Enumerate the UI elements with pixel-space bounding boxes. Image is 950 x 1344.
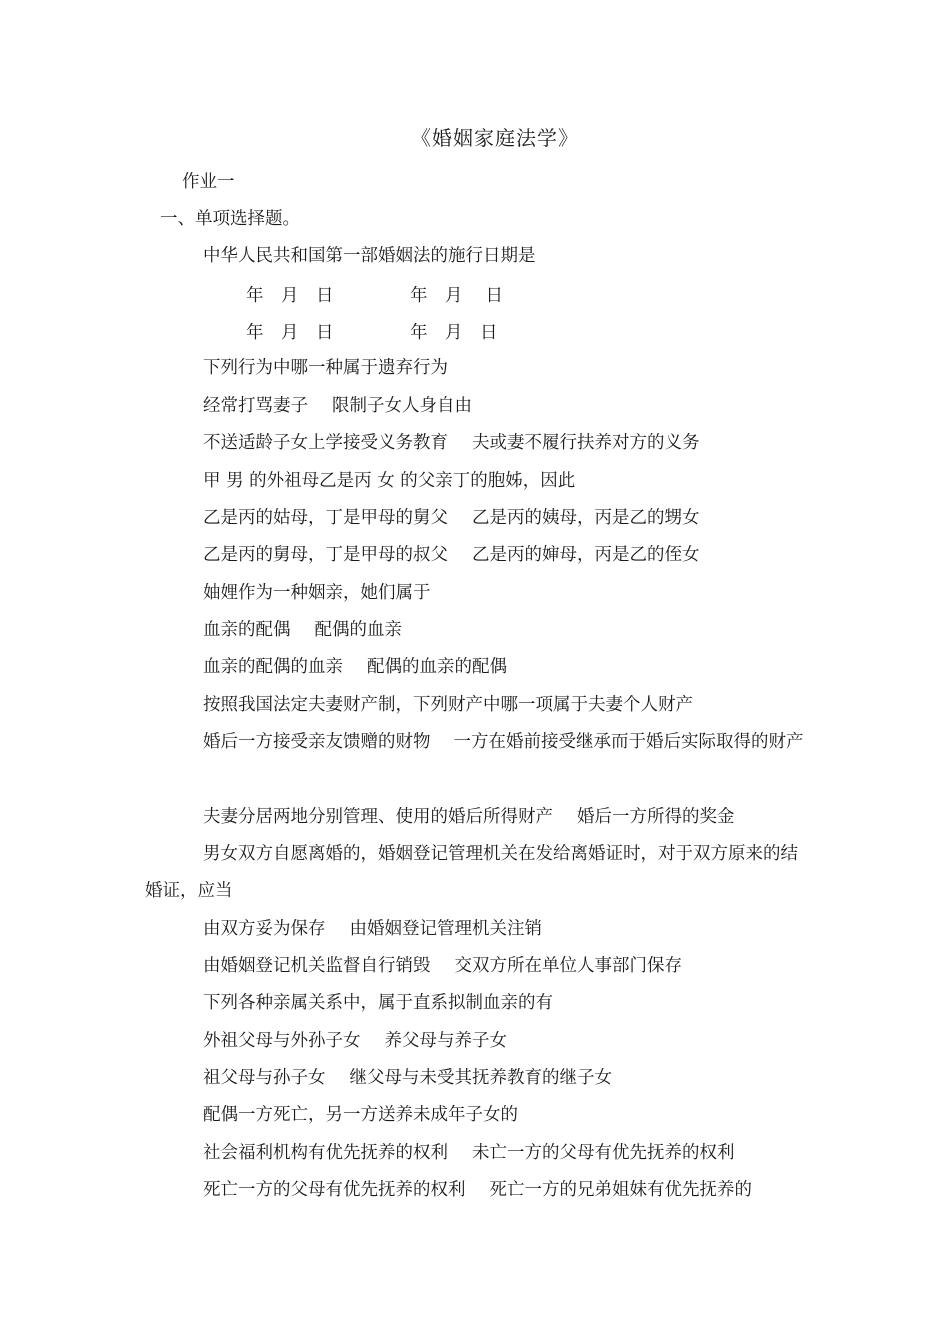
q5-option-c: 夫妻分居两地分别管理、使用的婚后所得财产	[203, 807, 553, 827]
q3-option-c: 乙是丙的舅母，丁是甲母的叔父	[203, 545, 448, 565]
q5-options-row-2	[203, 805, 735, 829]
q3-options-row-1	[203, 506, 700, 530]
question-5-stem: 按照我国法定夫妻财产制，下列财产中哪一项属于夫妻个人财产	[203, 695, 693, 715]
q6-options-row-1	[203, 917, 542, 941]
document-title: 《婚姻家庭法学》	[411, 126, 579, 150]
q8-option-b: 未亡一方的父母有优先抚养的权利	[472, 1143, 735, 1163]
q3-option-a: 乙是丙的姑母，丁是甲母的舅父	[203, 508, 448, 528]
question-4-stem: 妯娌作为一种姻亲，她们属于	[203, 583, 431, 603]
q4-option-b: 配偶的血亲	[314, 620, 402, 640]
section-heading: 一、单项选择题。	[160, 209, 300, 229]
q6-option-c: 由婚姻登记机关监督自行销毁	[203, 956, 431, 976]
question-2-stem: 下列行为中哪一种属于遗弃行为	[203, 358, 448, 378]
q4-options-row-1	[203, 618, 402, 642]
q7-options-row-2	[203, 1066, 612, 1090]
q8-option-d: 死亡一方的兄弟姐妹有优先抚养的	[489, 1180, 752, 1200]
q5-options-ab: 婚后一方接受亲友馈赠的财物 一方在婚前接受继承而于婚后实际取得的财产	[203, 732, 804, 752]
question-3-stem: 甲 男 的外祖母乙是丙 女 的父亲丁的胞姊，因此	[203, 471, 576, 491]
q2-options-row-1	[203, 394, 472, 418]
q1-option-b: 年 月 日	[410, 286, 504, 306]
q2-options-row-2	[203, 431, 700, 455]
question-8-stem: 配偶一方死亡，另一方送养未成年子女的	[203, 1105, 518, 1125]
q8-option-a: 社会福利机构有优先抚养的权利	[203, 1143, 448, 1163]
q7-option-c: 祖父母与孙子女	[203, 1068, 326, 1088]
q6-option-a: 由双方妥为保存	[203, 919, 326, 939]
q8-option-c: 死亡一方的父母有优先抚养的权利	[203, 1180, 466, 1200]
q8-options-row-2	[203, 1178, 752, 1202]
q7-option-b: 养父母与养子女	[384, 1031, 507, 1051]
q2-option-c: 不送适龄子女上学接受义务教育	[203, 433, 448, 453]
q5-option-d: 婚后一方所得的奖金	[577, 807, 735, 827]
q6-options-row-2	[203, 954, 682, 978]
q3-options-row-2	[203, 543, 700, 567]
q7-option-d: 继父母与未受其抚养教育的继子女	[349, 1068, 612, 1088]
q2-option-a: 经常打骂妻子	[203, 396, 308, 416]
q3-option-d: 乙是丙的婶母，丙是乙的侄女	[472, 545, 700, 565]
q8-options-row-1	[203, 1141, 735, 1165]
q7-options-row-1	[203, 1029, 507, 1053]
q1-option-c: 年 月 日	[246, 323, 334, 343]
q2-option-d: 夫或妻不履行扶养对方的义务	[472, 433, 700, 453]
assignment-label: 作业一	[182, 172, 235, 192]
q4-option-d: 配偶的血亲的配偶	[367, 657, 507, 677]
q4-option-a: 血亲的配偶	[203, 620, 291, 640]
q1-option-d: 年 月 日	[410, 323, 498, 343]
q4-option-c: 血亲的配偶的血亲	[203, 657, 343, 677]
q7-option-a: 外祖父母与外孙子女	[203, 1031, 361, 1051]
question-7-stem: 下列各种亲属关系中，属于直系拟制血亲的有	[203, 993, 553, 1013]
q6-option-b: 由婚姻登记管理机关注销	[349, 919, 542, 939]
q3-option-b: 乙是丙的姨母，丙是乙的甥女	[472, 508, 700, 528]
q6-option-d: 交双方所在单位人事部门保存	[454, 956, 682, 976]
question-1-stem: 中华人民共和国第一部婚姻法的施行日期是	[203, 246, 536, 266]
question-6-stem: 男女双方自愿离婚的，婚姻登记管理机关在发给离婚证时，对于双方原来的结婚证，应当	[145, 844, 798, 901]
q1-option-a: 年 月 日	[246, 286, 334, 306]
q2-option-b: 限制子女人身自由	[332, 396, 472, 416]
q4-options-row-2	[203, 655, 507, 679]
